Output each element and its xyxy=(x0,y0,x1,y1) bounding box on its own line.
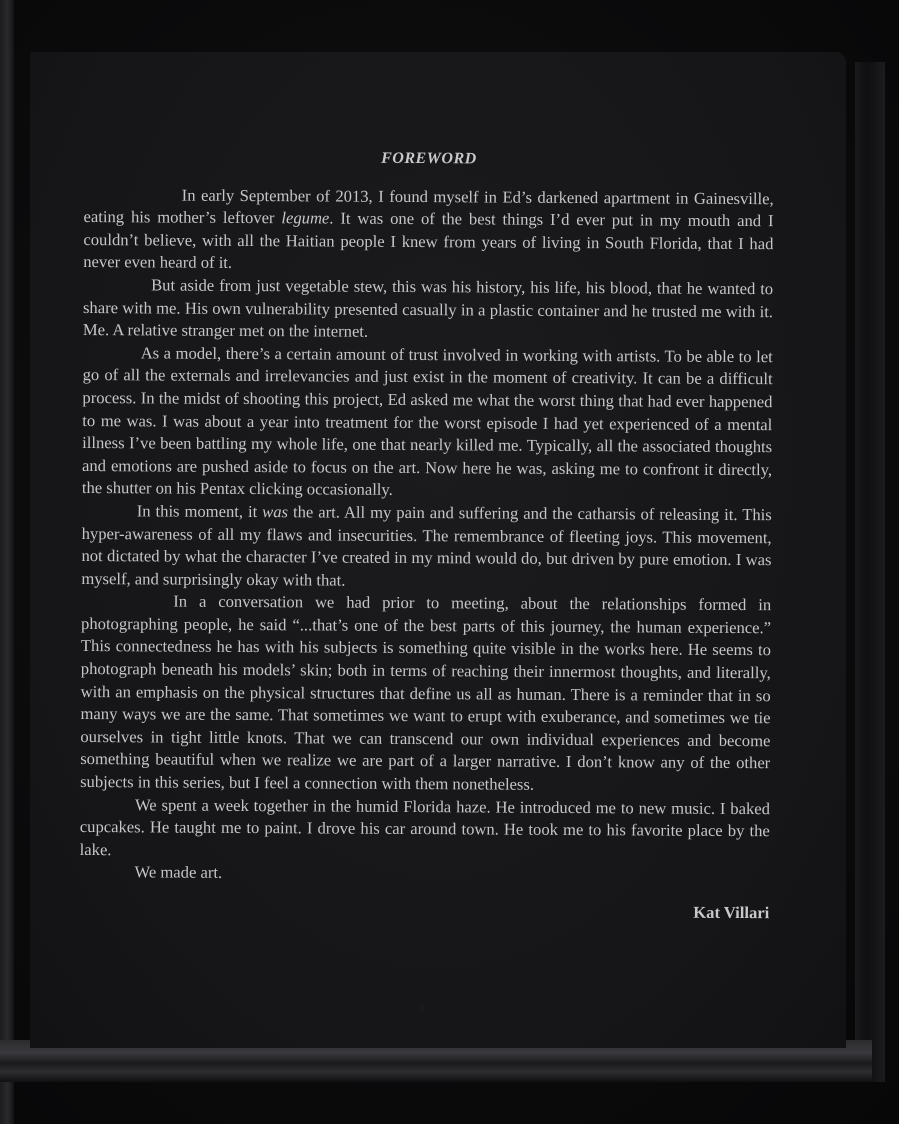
page-title: FOREWORD xyxy=(381,149,477,168)
paragraph-5: In a conversation we had prior to meeting, about the relationships formed in photographing people, he said “...that’s one of the best parts of this journey, the human experience.” This connectedness he has with his subjects is something quite visible in the works here. He seems to photograph beneath his models’ skin; both in terms of reaching their innermost thoughts, and literally, with an emphasis on the physical structures that define us all as human. There is a reminder that in so many ways we are the same. That sometimes we want to erupt with exuberance, and sometimes we tie ourselves in tight little knots. That we can transcend our own individual experiences and become something beautiful when we realize we are part of a larger narrative. I don’t know any of the other subjects in this series, but I feel a connection with them nonetheless. xyxy=(80,591,772,794)
paragraph-7: We made art. xyxy=(134,862,223,883)
page-stack-side xyxy=(855,62,885,1082)
paragraph-6: We spent a week together in the humid Florida haze. He introduced me to new music. I baked cupcakes. He taught me to paint. I drove his car around town. He took me to his favorite place by the lake. xyxy=(79,794,771,859)
paragraph-4-text-b: the art. All my pain and suffering and the catharsis of releasing it. This hyper-awareness of all my flaws and insecurities. The remembrance of fleeting joys. This movement, not dictated by what the character I’ve created in my mind would do, but driven by pure emotion. I was myself, and surprisingly okay with that. xyxy=(81,502,772,590)
paragraph-1-italic: legume xyxy=(281,208,330,228)
author-signature: Kat Villari xyxy=(693,902,770,923)
paragraph-1 xyxy=(83,184,774,279)
paragraph-3: As a model, there’s a certain amount of trust involved in working with artists. To be able to let go of all the externals and irrelevancies and just exist in the moment of creativity. It can be a difficult process. In the midst of shooting this project, Ed asked me what the worst thing that had ever happened to me was. I was about a year into treatment for the worst episode I had yet experienced of a mental illness I’ve been battling my whole life, one that nearly killed me. Typically, all the associated thoughts and emotions are pushed aside to focus on the art. Now here he was, asking me to confront it directly, the shutter on his Pentax clicking occasionally. xyxy=(81,343,773,500)
paragraph-4-text-a: In this moment, it xyxy=(136,501,263,522)
book-page xyxy=(30,52,846,1048)
paragraph-1-text-b: . It was one of the best things I’d ever put in my mouth and I couldn’t believe, with all the Haitian people I knew from years of living in South Florida, that I had never even heard of it. xyxy=(83,208,774,273)
page-text-block xyxy=(79,146,774,925)
paragraph-2: But aside from just vegetable stew, this was his history, his life, his blood, that he wanted to share with me. His own vulnerability presented casually in a plastic container and he trusted me with it. Me. A relative stranger met on the internet. xyxy=(82,275,774,341)
book-left-edge xyxy=(0,0,14,1124)
paragraph-4 xyxy=(81,500,772,595)
paragraph-1-text-a: In early September of 2013, I found myself in Ed’s darkened apartment in Gainesville, eating his mother’s leftover xyxy=(83,185,774,228)
paragraph-4-italic: was xyxy=(262,502,289,522)
page-number: 3 xyxy=(419,1004,424,1014)
